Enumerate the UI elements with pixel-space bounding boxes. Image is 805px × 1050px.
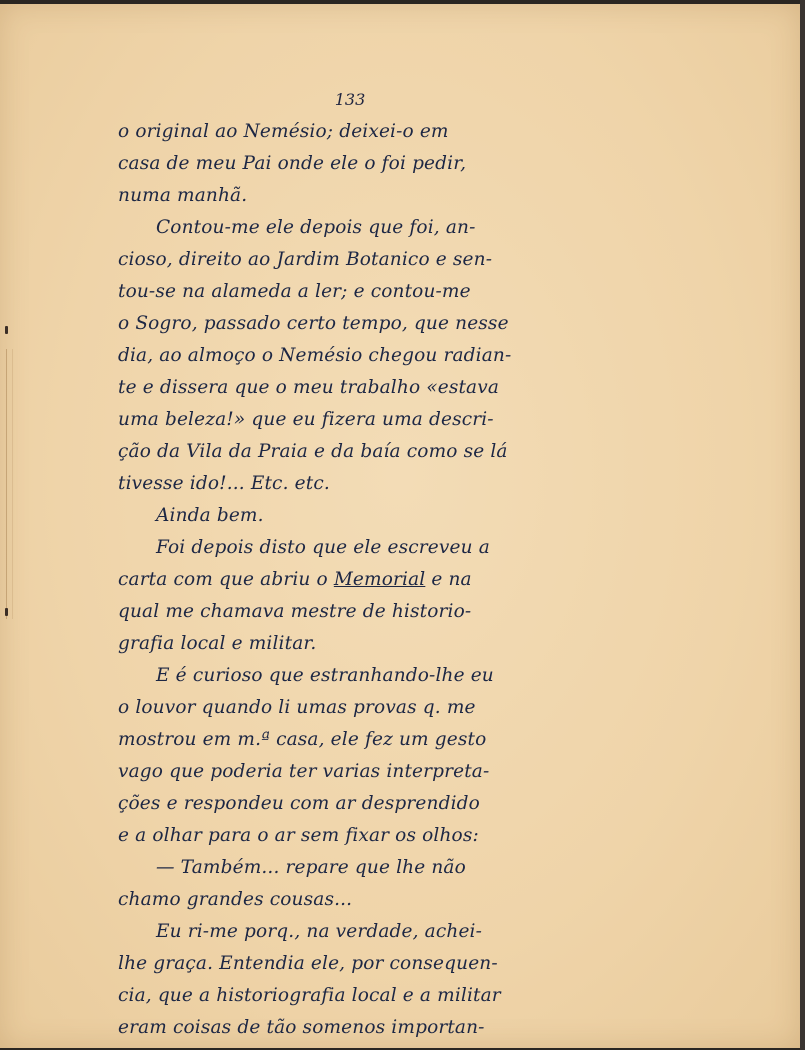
text-line: dia, ao almoço o Nemésio chegou radian- — [118, 345, 512, 366]
binding-mark — [5, 608, 8, 616]
text-line: eram coisas de tão somenos importan- — [118, 1017, 485, 1038]
text-line: chamo grandes cousas... — [118, 889, 353, 910]
text-line: Foi depois disto que ele escreveu a — [156, 537, 490, 558]
text-line: cioso, direito ao Jardim Botanico e sen- — [118, 249, 493, 270]
page-number: 133 — [334, 90, 366, 109]
text-line: ções e respondeu com ar desprendido — [118, 793, 480, 814]
text-line: Eu ri-me porq., na verdade, achei- — [156, 921, 483, 942]
text-line: o Sogro, passado certo tempo, que nesse — [118, 313, 509, 334]
manuscript-page — [0, 4, 800, 1048]
text-line: tou-se na alameda a ler; e contou-me — [118, 281, 471, 302]
text-line: casa de meu Pai onde ele o foi pedir, — [118, 153, 467, 174]
text-line: lhe graça. Entendia ele, por consequen- — [118, 953, 498, 974]
page-crease — [6, 349, 13, 619]
text-line: tivesse ido!... Etc. etc. — [118, 473, 330, 494]
text-line: te e dissera que o meu trabalho «estava — [118, 377, 500, 398]
text-line: e a olhar para o ar sem fixar os olhos: — [118, 825, 479, 846]
text-line: Contou-me ele depois que foi, an- — [156, 217, 476, 238]
text-line: grafia local e militar. — [118, 633, 317, 654]
text-line: ção da Vila da Praia e da baía como se lá — [118, 441, 508, 462]
text-line — [118, 564, 718, 596]
text-line: Ainda bem. — [156, 505, 264, 526]
text-line: vago que poderia ter varias interpreta- — [118, 761, 490, 782]
text-line: — Também... repare que lhe não — [156, 857, 466, 878]
text-line: uma beleza!» que eu fizera uma descri- — [118, 409, 494, 430]
text-line: numa manhã. — [118, 185, 248, 206]
text-line: E é curioso que estranhando-lhe eu — [156, 665, 494, 686]
text-segment: e na — [425, 569, 472, 590]
text-line: mostrou em m.ª casa, ele fez um gesto — [118, 729, 487, 750]
text-line: qual me chamava mestre de historio- — [118, 601, 472, 622]
handwritten-text-block — [118, 116, 718, 1044]
underlined-title: Memorial — [333, 569, 426, 590]
text-segment: carta com que abriu o — [118, 569, 334, 590]
binding-mark — [5, 326, 8, 334]
scan-edge — [800, 0, 805, 1050]
text-line: o louvor quando li umas provas q. me — [118, 697, 476, 718]
text-line: o original ao Nemésio; deixei-o em — [118, 121, 449, 142]
text-line: cia, que a historiografia local e a militar — [118, 985, 501, 1006]
